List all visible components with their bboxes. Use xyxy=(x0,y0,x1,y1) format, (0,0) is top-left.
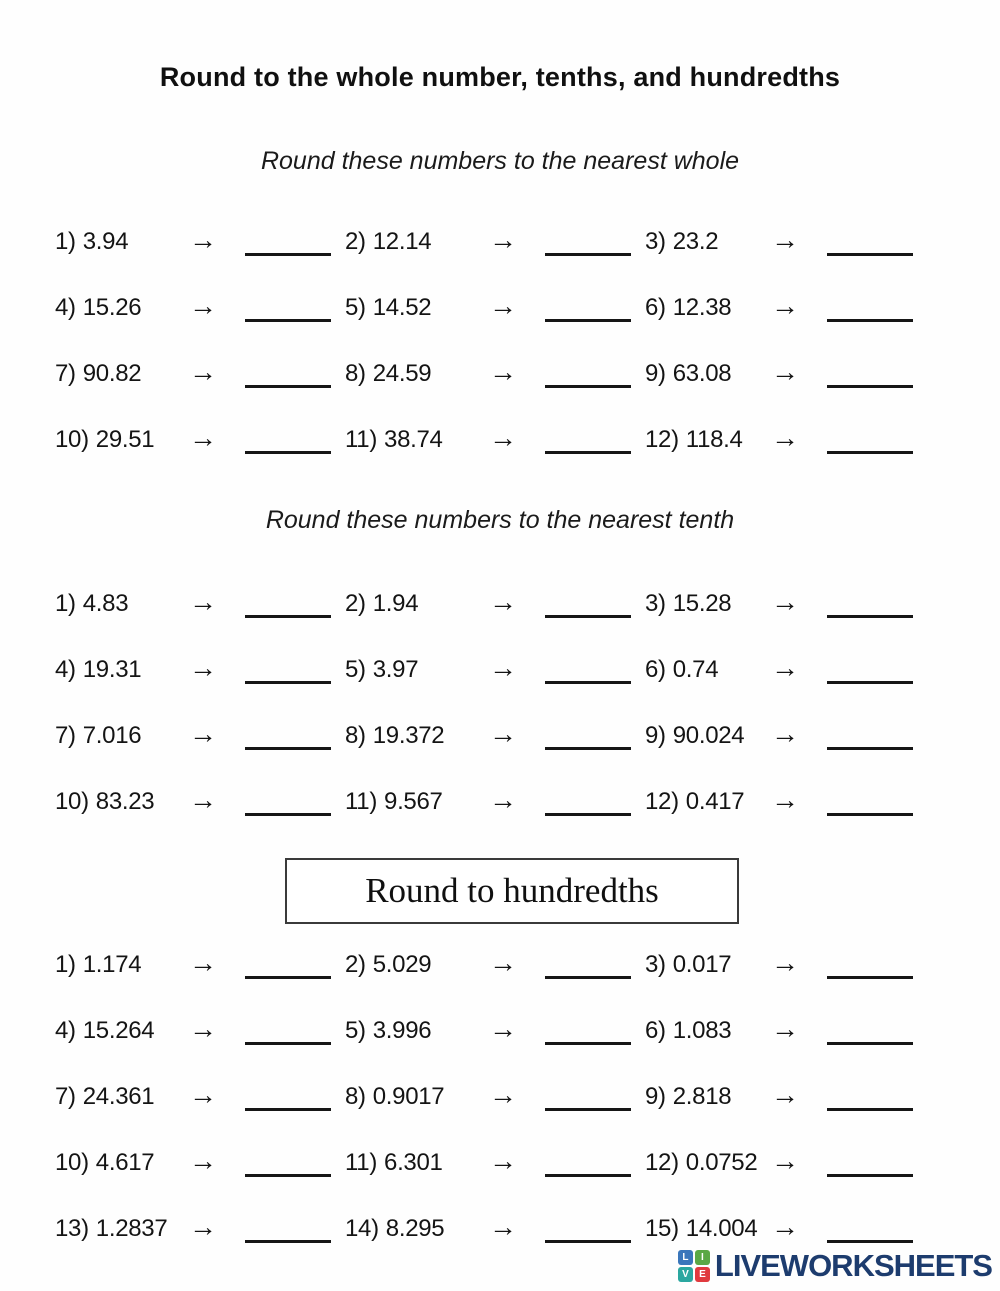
answer-blank[interactable] xyxy=(245,1108,331,1111)
arrow-icon: → xyxy=(189,718,217,749)
problem xyxy=(345,786,645,852)
arrow-icon: → xyxy=(489,1211,517,1242)
problem-value: 4.617 xyxy=(95,1149,155,1176)
problem xyxy=(345,1213,645,1279)
problem-number: 7) xyxy=(55,1083,76,1110)
problem-number: 12) xyxy=(645,788,679,815)
arrow-icon: → xyxy=(771,586,799,617)
problem-label xyxy=(645,294,763,322)
problem-value: 12.14 xyxy=(372,228,432,255)
arrow-icon: → xyxy=(771,947,799,978)
answer-blank[interactable] xyxy=(545,747,631,750)
arrow-icon: → xyxy=(489,586,517,617)
problem xyxy=(645,1081,939,1147)
arrow-icon: → xyxy=(189,1079,217,1110)
problem-value: 19.372 xyxy=(372,722,445,749)
arrow-icon: → xyxy=(771,718,799,749)
problem-number: 3) xyxy=(645,228,666,255)
problem-number: 14) xyxy=(345,1215,379,1242)
problem-label xyxy=(55,590,181,618)
arrow-icon: → xyxy=(489,1079,517,1110)
problem-number: 8) xyxy=(345,360,366,387)
arrow-icon: → xyxy=(771,1211,799,1242)
problem xyxy=(345,720,645,786)
problem-number: 12) xyxy=(645,426,679,453)
logo-square: I xyxy=(695,1250,710,1265)
arrow-icon: → xyxy=(489,718,517,749)
problem-number: 6) xyxy=(645,656,666,683)
problem xyxy=(55,358,345,424)
arrow-icon: → xyxy=(189,422,217,453)
answer-blank[interactable] xyxy=(827,747,913,750)
problem-value: 3.94 xyxy=(82,228,129,255)
problem xyxy=(345,654,645,720)
problem-number: 4) xyxy=(55,656,76,683)
problem-value: 4.83 xyxy=(82,590,129,617)
answer-blank[interactable] xyxy=(545,253,631,256)
logo-square: V xyxy=(678,1267,693,1282)
problem-label xyxy=(645,1017,763,1045)
problem-value: 0.74 xyxy=(672,656,719,683)
problem-value: 1.174 xyxy=(82,951,142,978)
problem-number: 2) xyxy=(345,951,366,978)
problem-number: 9) xyxy=(645,722,666,749)
problem-label xyxy=(345,590,481,618)
arrow-icon: → xyxy=(489,356,517,387)
arrow-icon: → xyxy=(489,422,517,453)
problem xyxy=(55,292,345,358)
problem-value: 15.28 xyxy=(672,590,732,617)
answer-blank[interactable] xyxy=(545,1240,631,1243)
problem-label xyxy=(55,656,181,684)
problem-value: 24.59 xyxy=(372,360,432,387)
answer-blank[interactable] xyxy=(545,1108,631,1111)
problem-value: 5.029 xyxy=(372,951,432,978)
problem xyxy=(345,424,645,490)
arrow-icon: → xyxy=(189,1013,217,1044)
answer-blank[interactable] xyxy=(245,385,331,388)
problem-value: 0.9017 xyxy=(372,1083,445,1110)
problem-label xyxy=(55,1215,181,1243)
problem-label xyxy=(55,294,181,322)
problem-label xyxy=(345,951,481,979)
problem-number: 9) xyxy=(645,360,666,387)
answer-blank[interactable] xyxy=(245,1174,331,1177)
problem xyxy=(645,588,939,654)
problem xyxy=(345,1081,645,1147)
logo-square: L xyxy=(678,1250,693,1265)
arrow-icon: → xyxy=(771,356,799,387)
answer-blank[interactable] xyxy=(827,385,913,388)
answer-blank[interactable] xyxy=(545,319,631,322)
answer-blank[interactable] xyxy=(545,451,631,454)
section-heading-nearest-whole: Round these numbers to the nearest whole xyxy=(260,147,740,175)
answer-blank[interactable] xyxy=(827,253,913,256)
logo-square: E xyxy=(695,1267,710,1282)
problem-label xyxy=(55,1149,181,1177)
liveworksheets-wordmark: LIVEWORKSHEETS xyxy=(714,1248,992,1283)
problem xyxy=(645,1147,939,1213)
problem-number: 15) xyxy=(645,1215,679,1242)
answer-blank[interactable] xyxy=(245,1240,331,1243)
problems-grid-nearest-whole xyxy=(55,226,939,490)
arrow-icon: → xyxy=(189,784,217,815)
problem-number: 1) xyxy=(55,951,76,978)
problem-value: 0.0752 xyxy=(685,1149,758,1176)
problem xyxy=(55,654,345,720)
answer-blank[interactable] xyxy=(827,813,913,816)
answer-blank[interactable] xyxy=(827,976,913,979)
problem-label xyxy=(345,1083,481,1111)
problem-label xyxy=(55,360,181,388)
liveworksheets-logo-icon xyxy=(678,1250,710,1282)
problem-label xyxy=(345,1149,481,1177)
problem-number: 11) xyxy=(345,1149,378,1176)
problem-number: 5) xyxy=(345,1017,366,1044)
arrow-icon: → xyxy=(189,652,217,683)
section-heading-nearest-tenth: Round these numbers to the nearest tenth xyxy=(265,506,735,534)
problem-number: 3) xyxy=(645,951,666,978)
problem-value: 8.295 xyxy=(385,1215,445,1242)
problem xyxy=(645,292,939,358)
problem xyxy=(55,226,345,292)
arrow-icon: → xyxy=(189,290,217,321)
problem-value: 14.52 xyxy=(372,294,432,321)
answer-blank[interactable] xyxy=(827,1108,913,1111)
problem-number: 10) xyxy=(55,426,89,453)
problem-label xyxy=(645,590,763,618)
problem xyxy=(345,1015,645,1081)
problem-value: 15.264 xyxy=(82,1017,155,1044)
problems-grid-nearest-tenth xyxy=(55,588,939,852)
problem-label xyxy=(645,656,763,684)
problem-value: 7.016 xyxy=(82,722,142,749)
problem-label xyxy=(55,1017,181,1045)
arrow-icon: → xyxy=(489,224,517,255)
problem-label xyxy=(345,1215,481,1243)
arrow-icon: → xyxy=(489,1013,517,1044)
problem xyxy=(55,1081,345,1147)
arrow-icon: → xyxy=(189,586,217,617)
problem-value: 0.417 xyxy=(685,788,745,815)
problem xyxy=(55,1213,345,1279)
problem-number: 11) xyxy=(345,426,378,453)
answer-blank[interactable] xyxy=(245,1042,331,1045)
problem xyxy=(645,1015,939,1081)
problem xyxy=(55,588,345,654)
problem-label xyxy=(345,294,481,322)
liveworksheets-footer xyxy=(678,1248,992,1284)
arrow-icon: → xyxy=(189,224,217,255)
worksheet-title: Round to the whole number, tenths, and hundredths xyxy=(159,62,841,92)
problem-value: 83.23 xyxy=(95,788,155,815)
problem-number: 7) xyxy=(55,722,76,749)
arrow-icon: → xyxy=(771,290,799,321)
problem-label xyxy=(55,788,181,816)
problem-label xyxy=(645,1083,763,1111)
problem xyxy=(55,424,345,490)
problem-label xyxy=(645,426,763,454)
problem-number: 1) xyxy=(55,590,76,617)
problem-label xyxy=(55,722,181,750)
arrow-icon: → xyxy=(489,947,517,978)
problem-label xyxy=(345,1017,481,1045)
problem-label xyxy=(345,228,481,256)
problem xyxy=(345,358,645,424)
problem-value: 38.74 xyxy=(384,426,443,453)
problem-label xyxy=(55,951,181,979)
arrow-icon: → xyxy=(189,947,217,978)
problem-number: 8) xyxy=(345,722,366,749)
arrow-icon: → xyxy=(771,1145,799,1176)
section-heading-hundredths-box: Round to hundredths xyxy=(285,858,739,924)
arrow-icon: → xyxy=(771,1079,799,1110)
problem xyxy=(55,1147,345,1213)
problem-value: 90.024 xyxy=(672,722,745,749)
problem-value: 29.51 xyxy=(95,426,155,453)
problem-number: 6) xyxy=(645,1017,666,1044)
answer-blank[interactable] xyxy=(245,747,331,750)
problem xyxy=(645,424,939,490)
problem-value: 24.361 xyxy=(82,1083,155,1110)
problem-label xyxy=(345,788,481,816)
arrow-icon: → xyxy=(771,1013,799,1044)
arrow-icon: → xyxy=(489,784,517,815)
answer-blank[interactable] xyxy=(545,1042,631,1045)
problem-label xyxy=(645,788,763,816)
problem-value: 63.08 xyxy=(672,360,732,387)
problem-number: 13) xyxy=(55,1215,89,1242)
answer-blank[interactable] xyxy=(245,615,331,618)
problem-value: 14.004 xyxy=(685,1215,758,1242)
arrow-icon: → xyxy=(189,356,217,387)
problem-label xyxy=(55,1083,181,1111)
problem xyxy=(645,358,939,424)
problem xyxy=(55,1015,345,1081)
arrow-icon: → xyxy=(489,652,517,683)
problem-number: 2) xyxy=(345,590,366,617)
arrow-icon: → xyxy=(489,1145,517,1176)
problem-value: 15.26 xyxy=(82,294,142,321)
problem xyxy=(645,226,939,292)
problem-number: 3) xyxy=(645,590,666,617)
problem-number: 7) xyxy=(55,360,76,387)
arrow-icon: → xyxy=(489,290,517,321)
arrow-icon: → xyxy=(189,1145,217,1176)
problem xyxy=(645,720,939,786)
problem xyxy=(345,292,645,358)
answer-blank[interactable] xyxy=(545,615,631,618)
problem-value: 12.38 xyxy=(672,294,732,321)
problem-number: 2) xyxy=(345,228,366,255)
problem-value: 9.567 xyxy=(384,788,443,815)
answer-blank[interactable] xyxy=(245,253,331,256)
problem-number: 11) xyxy=(345,788,378,815)
problem-number: 10) xyxy=(55,788,89,815)
problem xyxy=(55,786,345,852)
answer-blank[interactable] xyxy=(545,813,631,816)
problem xyxy=(345,226,645,292)
arrow-icon: → xyxy=(771,224,799,255)
problem-value: 3.97 xyxy=(372,656,419,683)
answer-blank[interactable] xyxy=(245,319,331,322)
answer-blank[interactable] xyxy=(827,1240,913,1243)
problem xyxy=(55,720,345,786)
problem-value: 1.94 xyxy=(372,590,419,617)
problem-value: 6.301 xyxy=(384,1149,443,1176)
answer-blank[interactable] xyxy=(827,451,913,454)
answer-blank[interactable] xyxy=(545,976,631,979)
problem-label xyxy=(55,228,181,256)
problem xyxy=(55,949,345,1015)
problem xyxy=(345,1147,645,1213)
answer-blank[interactable] xyxy=(827,1174,913,1177)
problem-value: 1.2837 xyxy=(95,1215,168,1242)
problem xyxy=(645,949,939,1015)
problem-label xyxy=(345,426,481,454)
problem-number: 12) xyxy=(645,1149,679,1176)
problem-value: 3.996 xyxy=(372,1017,432,1044)
problem-value: 0.017 xyxy=(672,951,732,978)
problem-label xyxy=(645,228,763,256)
problem-label xyxy=(645,951,763,979)
problem-label xyxy=(645,722,763,750)
problems-grid-hundredths xyxy=(55,949,939,1279)
answer-blank[interactable] xyxy=(545,681,631,684)
problem-label xyxy=(55,426,181,454)
problem-number: 5) xyxy=(345,294,366,321)
arrow-icon: → xyxy=(189,1211,217,1242)
answer-blank[interactable] xyxy=(545,385,631,388)
answer-blank[interactable] xyxy=(827,319,913,322)
problem-value: 1.083 xyxy=(672,1017,732,1044)
problem-number: 4) xyxy=(55,294,76,321)
problem-label xyxy=(645,1149,763,1177)
arrow-icon: → xyxy=(771,784,799,815)
problem-value: 2.818 xyxy=(672,1083,732,1110)
problem-label xyxy=(345,722,481,750)
problem-number: 10) xyxy=(55,1149,89,1176)
answer-blank[interactable] xyxy=(827,1042,913,1045)
problem-number: 6) xyxy=(645,294,666,321)
answer-blank[interactable] xyxy=(245,451,331,454)
problem-number: 8) xyxy=(345,1083,366,1110)
problem-label xyxy=(345,360,481,388)
answer-blank[interactable] xyxy=(245,976,331,979)
problem xyxy=(345,588,645,654)
answer-blank[interactable] xyxy=(545,1174,631,1177)
problem-label xyxy=(645,360,763,388)
problem xyxy=(345,949,645,1015)
answer-blank[interactable] xyxy=(245,813,331,816)
problem-value: 19.31 xyxy=(82,656,142,683)
arrow-icon: → xyxy=(771,652,799,683)
answer-blank[interactable] xyxy=(827,615,913,618)
answer-blank[interactable] xyxy=(827,681,913,684)
problem-number: 4) xyxy=(55,1017,76,1044)
problem-label xyxy=(645,1215,763,1243)
arrow-icon: → xyxy=(771,422,799,453)
problem-value: 118.4 xyxy=(685,426,743,453)
problem-value: 90.82 xyxy=(82,360,142,387)
problem xyxy=(645,786,939,852)
problem-number: 5) xyxy=(345,656,366,683)
problem-number: 1) xyxy=(55,228,76,255)
problem-label xyxy=(345,656,481,684)
problem-value: 23.2 xyxy=(672,228,719,255)
problem xyxy=(645,654,939,720)
problem-number: 9) xyxy=(645,1083,666,1110)
answer-blank[interactable] xyxy=(245,681,331,684)
